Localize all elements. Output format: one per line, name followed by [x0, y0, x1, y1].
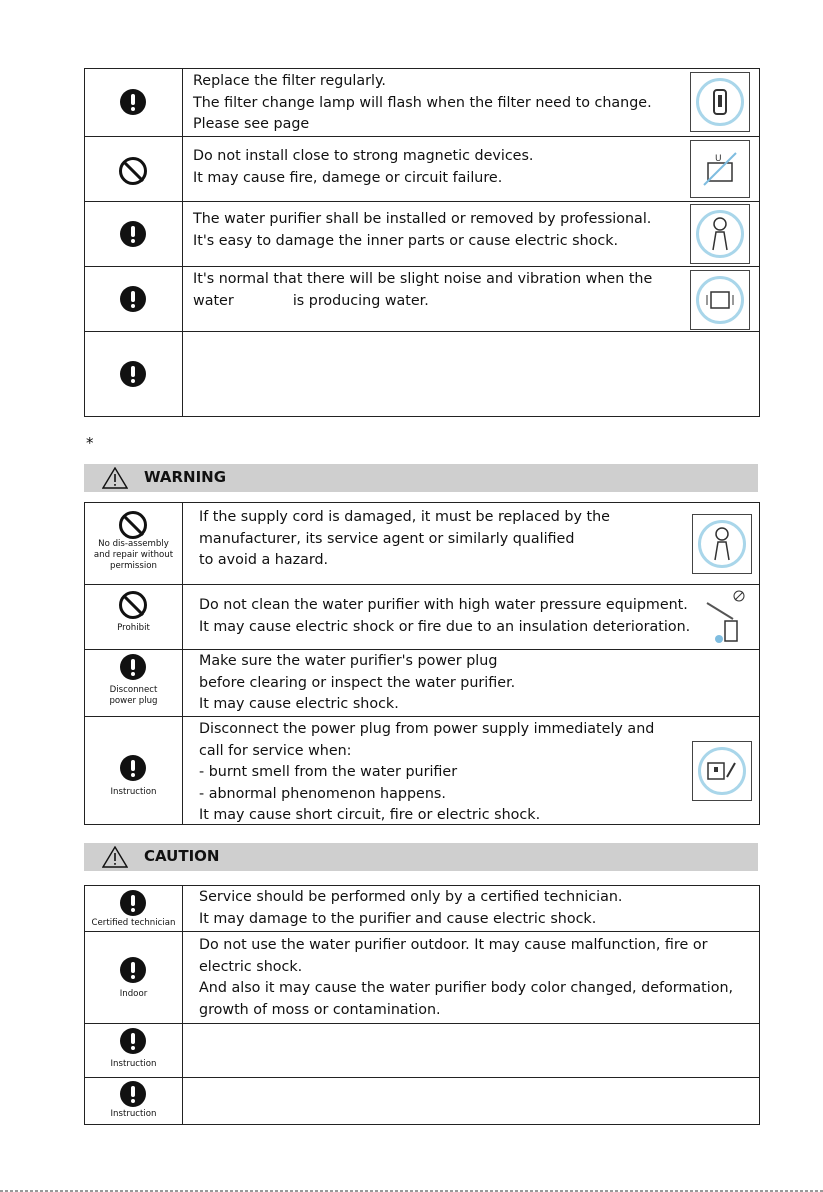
- table-row: Indoor Do not use the water purifier outdoor. It may cause malfunction, fire or electric shock. And also it may cause the water purifier body color changed, deformation, growth of moss or contamination.: [85, 932, 759, 1024]
- precaution-table: [84, 68, 760, 417]
- table-row: Disconnect power plug Make sure the water purifier's power plug before clearing or inspect the water purifier. It may cause electric shock.: [85, 650, 759, 717]
- caution-title: CAUTION: [144, 847, 220, 865]
- table-row: Do not install close to strong magnetic devices. It may cause fire, damege or circuit failure. U: [85, 137, 759, 202]
- table-row: The water purifier shall be installed or removed by professional. It's easy to damage the inner parts or cause electric shock.: [85, 202, 759, 267]
- warning-table: [84, 502, 760, 825]
- table-row: No dis-assembly and repair without permission If the supply cord is damaged, it must be replaced by the manufacturer, its service agent or similarly qualified to avoid a hazard.: [85, 503, 759, 585]
- no-disassembly-icon: [119, 511, 147, 539]
- filter-illustration: [690, 72, 750, 132]
- exclamation-icon: [120, 221, 146, 247]
- technician-illustration: [690, 204, 750, 264]
- caution-table: [84, 885, 760, 1125]
- svg-text:U: U: [715, 154, 722, 164]
- exclamation-icon: [120, 1028, 146, 1054]
- note-mark: *: [86, 434, 94, 452]
- socket-illustration: [692, 741, 752, 801]
- exclamation-icon: [120, 89, 146, 115]
- caution-banner: [84, 843, 758, 871]
- noise-illustration: [690, 270, 750, 330]
- repair-illustration: [692, 514, 752, 574]
- table-row: Replace the filter regularly. The filter change lamp will flash when the filter need to change. Please see page: [85, 69, 759, 137]
- exclamation-icon: [120, 286, 146, 312]
- exclamation-icon: [120, 957, 146, 983]
- exclamation-icon: [120, 654, 146, 680]
- table-row: It's normal that there will be slight noise and vibration when the water is producing water.: [85, 267, 759, 332]
- warning-banner: [84, 464, 758, 492]
- table-row: [85, 332, 759, 416]
- exclamation-icon: [120, 1081, 146, 1107]
- table-row: Certified technician Service should be performed only by a certified technician. It may damage to the purifier and cause electric shock.: [85, 886, 759, 932]
- table-row: Instruction: [85, 1078, 759, 1124]
- exclamation-icon: [120, 361, 146, 387]
- magnet-illustration: [690, 140, 750, 198]
- caution-triangle-icon: [102, 846, 128, 868]
- table-row: Instruction: [85, 1024, 759, 1078]
- exclamation-icon: [120, 755, 146, 781]
- prohibit-icon: [119, 591, 147, 619]
- warning-title: WARNING: [144, 468, 227, 486]
- table-row: Instruction Disconnect the power plug from power supply immediately and call for service when: - burnt smell from the water purifier - abnormal phenomenon happens. It may cause short circuit, fire or electric shock.: [85, 717, 759, 824]
- prohibit-icon: [119, 157, 147, 185]
- table-row: Prohibit Do not clean the water purifier with high water pressure equipment. It may cause electric shock or fire due to an insulation deterioration.: [85, 585, 759, 650]
- warning-triangle-icon: [102, 467, 128, 489]
- exclamation-icon: [120, 890, 146, 916]
- pressure-washer-illustration: [697, 587, 755, 647]
